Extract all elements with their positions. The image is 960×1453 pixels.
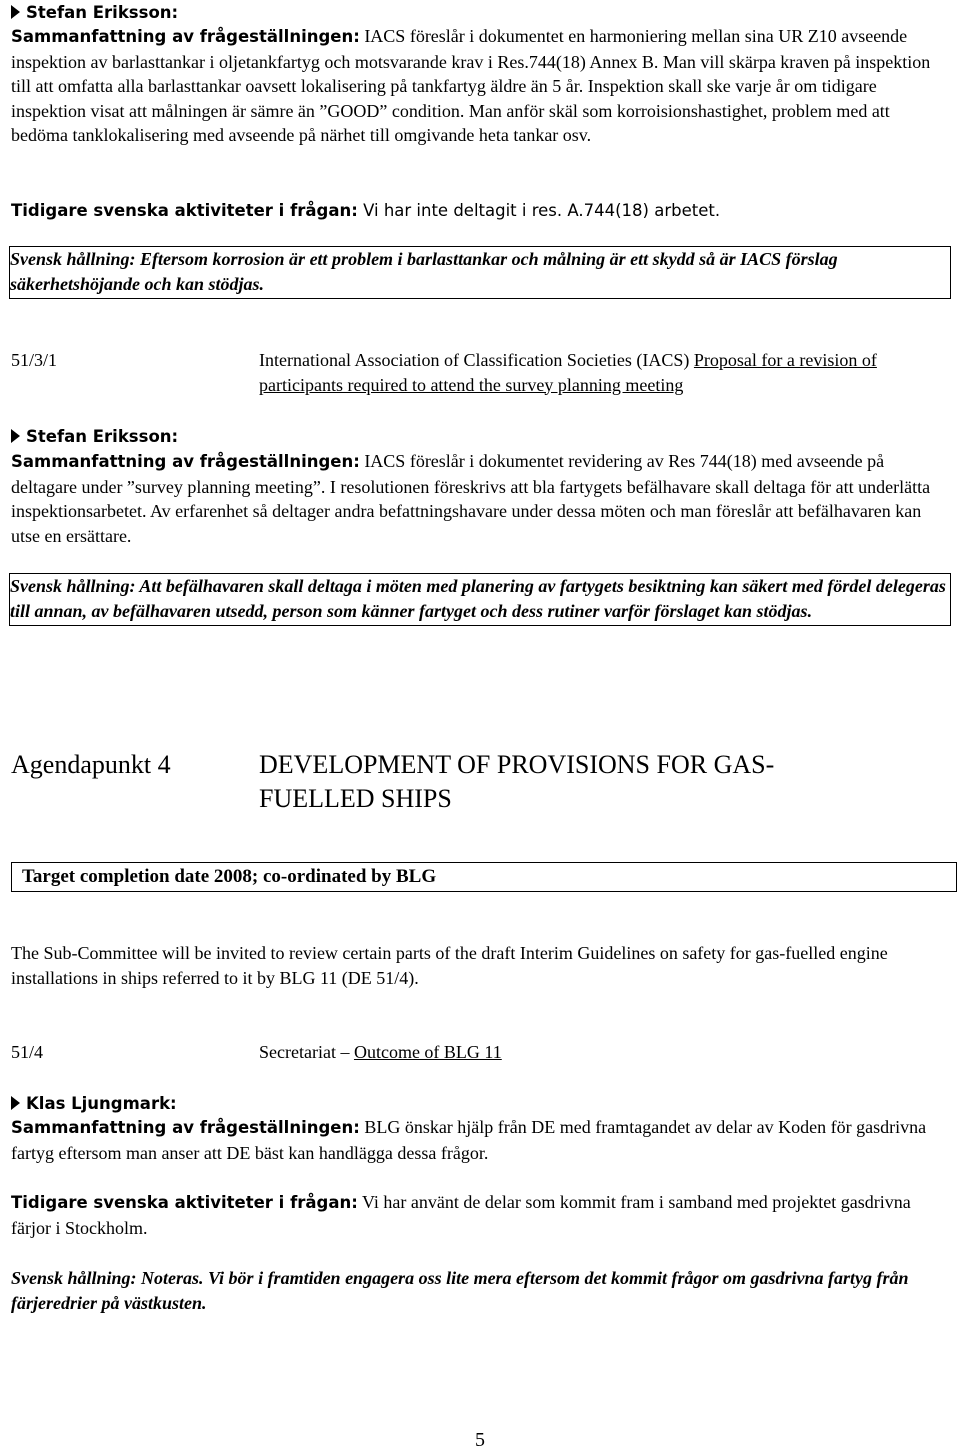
- document-item-51-3-1: [11, 348, 949, 398]
- item-dash: –: [335, 1042, 354, 1062]
- swedish-position-text: Vi bör i framtiden engagera oss lite mera eftersom det kommit frågor om gasdrivna fartyg från färjeredrier på västkusten.: [11, 1268, 909, 1313]
- summary-label: Sammanfattning av frågeställningen:: [11, 452, 360, 471]
- document-item-51-4: [11, 1040, 949, 1066]
- item-org: International Association of Classification Societies (IACS): [259, 350, 690, 370]
- swedish-position-text: Svensk hållning: Eftersom korrosion är ett problem i barlasttankar och målning är ett skydd så är IACS förslag säkerhetshöjande och kan stödjas.: [10, 249, 838, 294]
- item-title-link[interactable]: Proposal for a revision of participants required to attend the survey planning meeting: [259, 350, 877, 395]
- prior-label: Tidigare svenska aktiviteter i frågan:: [11, 201, 358, 220]
- summary-label: Sammanfattning av frågeställningen:: [11, 1118, 360, 1137]
- speaker-name: Klas Ljungmark:: [26, 1094, 177, 1113]
- triangle-right-icon: [11, 1096, 20, 1110]
- summary-paragraph: [11, 449, 949, 548]
- swedish-position-text: Svensk hållning: Att befälhavaren skall deltaga i möten med planering av fartygets besiktning kan säkert med fördel delegeras till annan, av befälhavaren utsedd, person som känner fartyget och dess rutiner varför förslaget kan stödjas.: [10, 576, 946, 621]
- item-heading: [259, 348, 949, 397]
- agenda-heading: [11, 748, 949, 820]
- item-number: 51/4: [11, 1042, 44, 1062]
- triangle-right-icon: [11, 429, 20, 443]
- swedish-position-box: [9, 246, 951, 299]
- target-completion-box: [11, 862, 957, 892]
- agenda-intro-paragraph: [11, 941, 949, 990]
- speaker-line: [11, 424, 949, 450]
- swedish-position-box: [9, 573, 951, 626]
- triangle-right-icon: [11, 5, 20, 19]
- summary-paragraph: [11, 24, 949, 148]
- swedish-position-paragraph: [11, 1266, 949, 1315]
- target-completion-text: Target completion date 2008; co-ordinated by BLG: [22, 866, 437, 887]
- agenda-label: Agendapunkt 4: [11, 750, 171, 779]
- summary-label: Sammanfattning av frågeställningen:: [11, 27, 360, 46]
- summary-text: IACS föreslår i dokumentet en harmoniering mellan sina UR Z10 avseende inspektion av barlasttankar i oljetankfartyg och motsvarande krav i Res.744(18) Annex B. Man vill skärpa kraven på inspektion till att omfatta alla barlasttankar oavsett lokalisering på tankfartyg äldre än 5 år. Inspektion skall ske varje år om tidigare inspektion visat att målningen är sämre än ”GOOD” condition. Man anför skäl som korroisionshastighet, problem med att bedöma tanklokalisering med avseende på närhet till omgivande heta tankar osv.: [11, 26, 931, 145]
- item-org: Secretariat: [259, 1042, 336, 1062]
- page-number: 5: [475, 1429, 485, 1451]
- prior-activities-paragraph: [11, 1190, 949, 1240]
- prior-label: Tidigare svenska aktiviteter i frågan:: [11, 1193, 358, 1212]
- prior-activities-paragraph: [11, 198, 949, 224]
- speaker-line: [11, 0, 949, 26]
- agenda-title: DEVELOPMENT OF PROVISIONS FOR GAS-FUELLED SHIPS: [259, 750, 775, 813]
- item-heading: [259, 1040, 949, 1065]
- swedish-position-label: Svensk hållning: Noteras.: [11, 1268, 204, 1288]
- agenda-intro-text: The Sub-Committee will be invited to review certain parts of the draft Interim Guidelines on safety for gas-fuelled engine installations in ships referred to it by BLG 11 (DE 51/4).: [11, 943, 888, 988]
- speaker-name: Stefan Eriksson:: [26, 3, 179, 22]
- speaker-name: Stefan Eriksson:: [26, 427, 179, 446]
- prior-text: Vi har inte deltagit i res. A.744(18) arbetet.: [357, 201, 721, 220]
- summary-text: IACS föreslår i dokumentet revidering av Res 744(18) med avseende på deltagare under ”survey planning meeting”. I resolutionen föreskrivs att bla fartygets befälhavare skall deltaga för att underlätta inspektionsarbetet. Av erfarenhet så deltager andra befattningshavare under dessa möten och man föreslår att befälhavaren kan utse en ersättare.: [11, 451, 931, 546]
- item-number: 51/3/1: [11, 350, 58, 370]
- summary-text: BLG önskar hjälp från DE med framtagandet av delar av Koden för gasdrivna fartyg eftersom man anser att DE bäst kan handlägga dessa frågor.: [11, 1117, 927, 1163]
- speaker-line: [11, 1091, 949, 1117]
- prior-text: Vi har använt de delar som kommit fram i samband med projektet gasdrivna färjor i Stockholm.: [11, 1192, 911, 1238]
- summary-paragraph: [11, 1115, 949, 1165]
- item-title-link[interactable]: Outcome of BLG 11: [353, 1042, 502, 1062]
